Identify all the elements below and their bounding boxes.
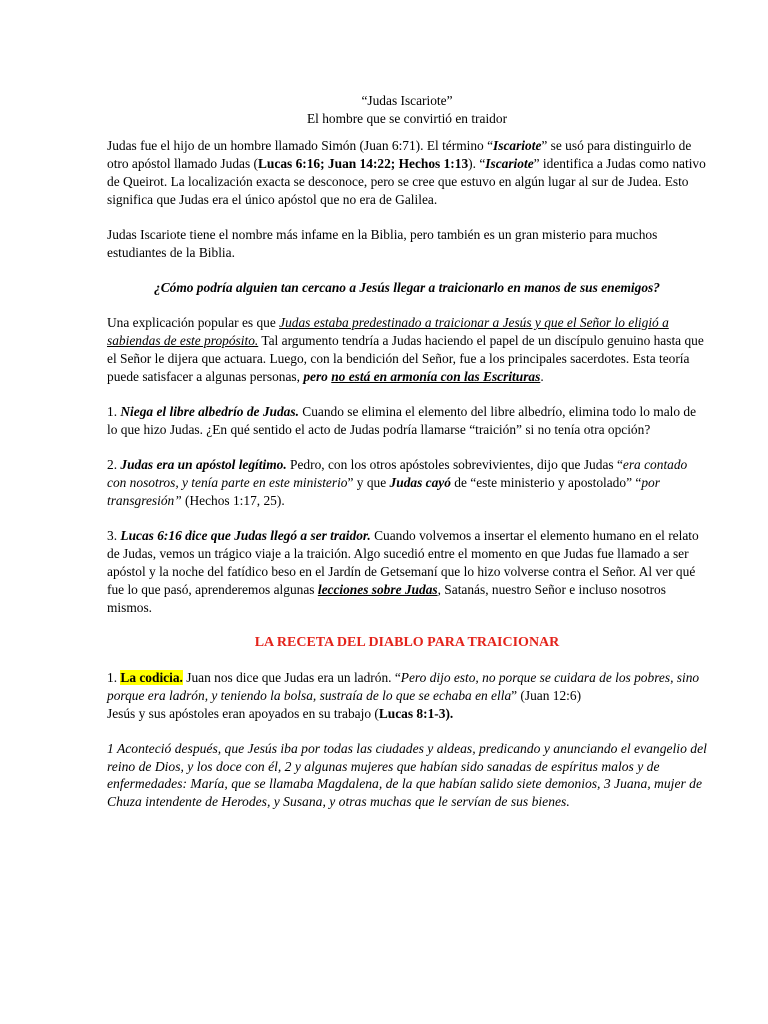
list-item-heading: Lucas 6:16 dice que Judas llegó a ser traidor. (120, 528, 371, 543)
scripture-block-quote: 1 Aconteció después, que Jesús iba por todas las ciudades y aldeas, predicando y anunciando el evangelio del reino de Dios, y los doce con él, 2 y algunas mujeres que habían sido sanadas de espíritus malos y de enfermedades: María, que se llamaba Magdalena, de la que habían salido siete demonios, 3 Juana, mujer de Chuza intendente de Herodes, y Susana, y otras muchas que le servían de sus bienes. (107, 741, 707, 809)
scripture-reference: Lucas 8:1-3). (378, 706, 454, 721)
term-iscariote: Iscariote (493, 138, 542, 153)
text-run: ” se usó para distinguirlo de otro apóstol llamado Judas ( (107, 138, 692, 171)
scripture-quote: por transgresión” (107, 475, 660, 508)
emphasis-pero: pero (303, 369, 332, 384)
paragraph-intro (107, 137, 707, 209)
text-run: Cuando volvemos a insertar el elemento humano en el relato de Judas, vemos un trágico viaje a la traición. Algo sucedió entre el momento en que Judas fue llamado a ser apóstol y la noche del fatídico beso en el Jardín de Getsemaní que lo hizo volverse contra el Señor. Al ver qué fue lo que pasó, aprenderemos algunas (107, 528, 699, 597)
text-run: Juan nos dice que Judas era un ladrón. “ (182, 670, 401, 685)
emphasis-lessons: lecciones sobre Judas (317, 582, 438, 597)
list-number: 1. (107, 404, 121, 419)
text-run: , Satanás, nuestro Señor e incluso nosotros mismos. (107, 582, 666, 615)
text-run: . (540, 369, 544, 384)
scripture-quote: era contado con nosotros, y tenía parte en este ministerio (107, 457, 688, 490)
list-number: 1. (107, 670, 121, 685)
scripture-quote: Pero dijo esto, no porque se cuidara de los pobres, sino porque era ladrón, y teniendo la bolsa, sustraía de lo que se echaba en ella (107, 670, 700, 703)
list-number: 2. (107, 457, 121, 472)
text-run: ). “ (468, 156, 486, 171)
text-run: Tal argumento tendría a Judas haciendo el papel de un discípulo genuino hasta que el Señor le dijera que actuara. Luego, con la bendición del Señor, fue a los principales sacerdotes. Esta teoría puede satisfacer a algunas personas, (107, 333, 704, 384)
emphasis-not-in-harmony: no está en armonía con las Escrituras (331, 369, 541, 384)
text-run: Una explicación popular es que (107, 315, 280, 330)
list-number: 3. (107, 528, 121, 543)
underlined-claim: Judas estaba predestinado a traicionar a Jesús y que el Señor lo eligió a sabiendas de este propósito. (107, 315, 669, 348)
document-title: “Judas Iscariote” (361, 93, 453, 108)
text-run: Cuando se elimina el elemento del libre albedrío, elimina todo lo malo de lo que hizo Judas. ¿En qué sentido el acto de Judas podría llamarse “traición” si no tenía otra opción? (107, 404, 697, 437)
list-item-2 (107, 456, 707, 510)
paragraph-support (107, 705, 707, 723)
document-body (107, 92, 707, 810)
list-item-heading: Niega el libre albedrío de Judas. (120, 404, 299, 419)
text-run: Judas fue el hijo de un hombre llamado Simón (Juan 6:71). El término “ (107, 138, 494, 153)
list-item-1 (107, 403, 707, 439)
term-iscariote: Iscariote (485, 156, 534, 171)
paragraph-popular-explanation (107, 314, 707, 386)
text-run: ” identifica a Judas como nativo de Queirot. La localización exacta se desconoce, pero se cree que estuvo en algún lugar al sur de Judea. Esto significa que Judas era el único apóstol que no era de Galilea. (107, 156, 706, 207)
scripture-reference: Lucas 6:16; Juan 14:22; Hechos 1:13 (258, 156, 469, 171)
central-question: ¿Cómo podría alguien tan cercano a Jesús llegar a traicionarlo en manos de sus enemigos? (154, 280, 660, 295)
text-run: ” (Juan 12:6) (511, 688, 582, 703)
text-run: de “este ministerio y apostolado” “ (450, 475, 642, 490)
paragraph-infamous-name: Judas Iscariote tiene el nombre más infame en la Biblia, pero también es un gran misterio para muchos estudiantes de la Biblia. (107, 227, 658, 260)
text-run: Jesús y sus apóstoles eran apoyados en su trabajo ( (107, 706, 379, 721)
text-run: Pedro, con los otros apóstoles sobrevivientes, dijo que Judas “ (286, 457, 623, 472)
highlighted-heading: La codicia. (120, 670, 183, 685)
list-item-heading: Judas era un apóstol legítimo. (120, 457, 287, 472)
list-item-greed (107, 669, 707, 705)
emphasis-judas-cayo: Judas cayó (389, 475, 451, 490)
document-subtitle: El hombre que se convirtió en traidor (306, 111, 508, 126)
text-run: ” y que (347, 475, 390, 490)
list-item-3 (107, 527, 707, 617)
section-heading: LA RECETA DEL DIABLO PARA TRAICIONAR (254, 635, 560, 650)
text-run: (Hechos 1:17, 25). (181, 493, 285, 508)
